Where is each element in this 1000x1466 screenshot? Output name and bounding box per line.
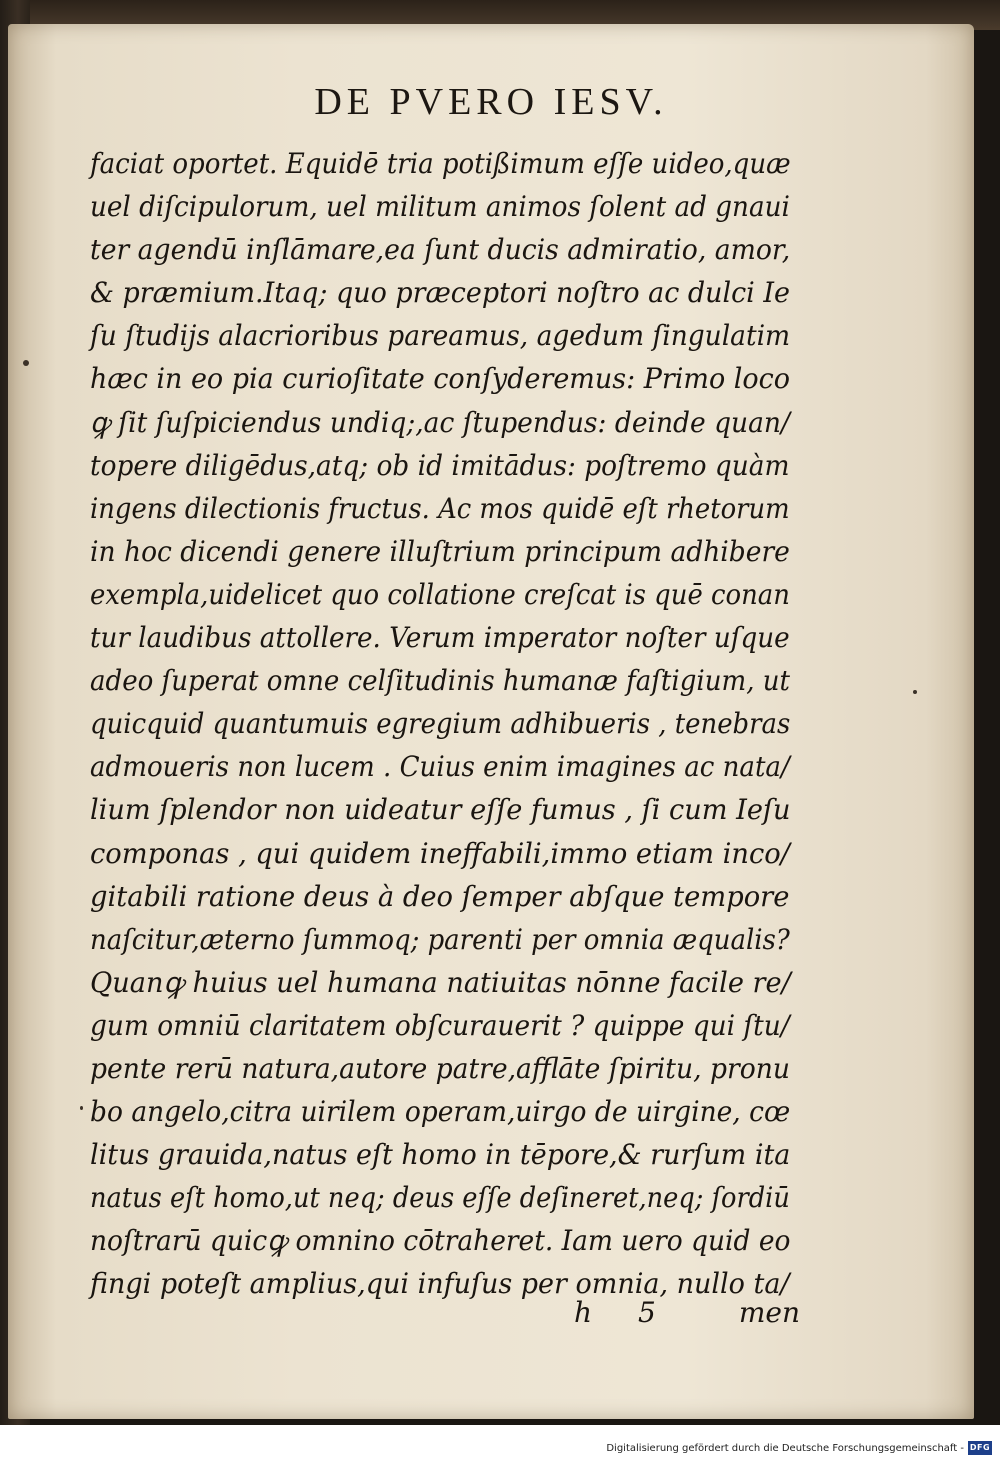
text-line: componas , qui quidem ineffabili,immo etiam inco/ (90, 836, 790, 870)
paper-speck (23, 360, 29, 366)
signature-mark: h (574, 1296, 593, 1329)
paper-speck (913, 690, 917, 694)
text-line: lium ſplendor non uideatur eſſe fumus , ſi cum Ieſu (90, 793, 791, 827)
dfg-logo: DFG (968, 1441, 992, 1455)
text-line: faciat oportet. Equidē tria potißimum eſſe uideo,quæ (90, 147, 791, 180)
text-line: litus grauida,natus eſt homo in tēpore,& rurſum ita (90, 1138, 791, 1172)
text-line: quicquid quantumuis egregium adhibueris , tenebras (90, 707, 791, 741)
text-line: & præmium.Itaq; quo præceptori noſtro ac dulci Ie (90, 276, 790, 310)
body-text (90, 142, 810, 1306)
text-line: Quanꝙ huius uel humana natiuitas nōnne facile re/ (90, 965, 791, 999)
text-line: tur laudibus attollere. Verum imperator noſter uſque (90, 621, 790, 655)
text-line: natus eſt homo,ut neq; deus eſſe deſineret,neq; ſordiū (90, 1181, 790, 1215)
text-line: fingi poteſt amplius,qui infuſus per omnia, nullo ta/ (90, 1267, 790, 1301)
running-head: DE PVERO IESV. (314, 81, 668, 123)
text-line: exempla,uidelicet quo collatione creſcat is quē conan (90, 577, 790, 611)
text-line: uel diſcipulorum, uel militum animos ſolent ad gnaui (90, 190, 790, 224)
text-line: hæc in eo pia curioſitate conſyderemus: Primo loco (90, 362, 790, 396)
book-page (8, 24, 974, 1419)
digitization-footer (0, 1425, 1000, 1466)
text-line: noſtrarū quicꝙ omnino cōtraheret. Iam uero quid eo (90, 1224, 791, 1258)
text-line: gum omniū claritatem obſcurauerit ? quippe qui ſtu/ (90, 1008, 790, 1042)
text-line: ter agendū inſlāmare,ea ſunt ducis admiratio, amor, (90, 233, 791, 267)
text-line: adeo ſuperat omne celſitudinis humanæ faſtigium, ut (90, 664, 790, 698)
text-line: gitabili ratione deus à deo ſemper abſque tempore (90, 879, 790, 913)
text-line: topere diligēdus,atq; ob id imitādus: poſtremo quàm (90, 448, 790, 482)
page-foot-line (568, 1296, 808, 1340)
text-line: in hoc dicendi genere illuſtrium principum adhibere (90, 534, 790, 568)
text-line: bo angelo,citra uirilem operam,uirgo de uirgine, cœ (90, 1095, 791, 1129)
text-line: naſcitur,æterno ſummoq; parenti per omnia æqualis? (90, 922, 790, 956)
paper-speck (80, 1106, 83, 1110)
signature-number: 5 (638, 1296, 656, 1329)
text-line: admoueris non lucem . Cuius enim imagines ac nata/ (90, 750, 790, 784)
text-line: ꝙ ſit ſuſpiciendus undiq;,ac ſtupendus: deinde quan/ (90, 405, 790, 439)
text-line: ingens dilectionis fructus. Ac mos quidē eſt rhetorum (90, 491, 790, 525)
funding-credit: Digitalisierung gefördert durch die Deutsche Forschungsgemeinschaft - (606, 1443, 964, 1454)
catchword: men (738, 1296, 800, 1329)
text-line: pente rerū natura,autore patre,afflāte ſpiritu, pronu (90, 1051, 790, 1085)
text-line: ſu ſtudijs alacrioribus pareamus, agedum ſingulatim (90, 319, 791, 353)
